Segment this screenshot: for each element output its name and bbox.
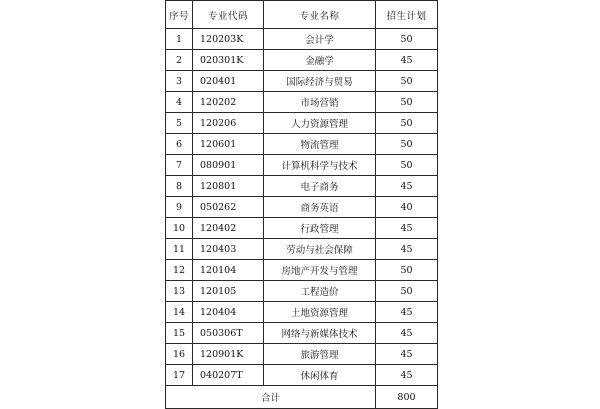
cell-plan: 45 bbox=[376, 302, 438, 323]
cell-seq: 10 bbox=[166, 218, 193, 239]
total-value: 800 bbox=[376, 386, 438, 409]
cell-seq: 7 bbox=[166, 155, 193, 176]
cell-code: 020301K bbox=[193, 50, 264, 71]
header-name: 专业名称 bbox=[264, 1, 376, 29]
cell-seq: 17 bbox=[166, 365, 193, 386]
cell-plan: 40 bbox=[376, 197, 438, 218]
cell-plan: 50 bbox=[376, 134, 438, 155]
cell-code: 120901K bbox=[193, 344, 264, 365]
cell-seq: 1 bbox=[166, 29, 193, 50]
cell-name: 网络与新媒体技术 bbox=[264, 323, 376, 344]
cell-name: 国际经济与贸易 bbox=[264, 71, 376, 92]
cell-plan: 45 bbox=[376, 218, 438, 239]
table-header bbox=[166, 1, 438, 29]
cell-seq: 5 bbox=[166, 113, 193, 134]
table-row bbox=[166, 113, 438, 134]
table-row bbox=[166, 218, 438, 239]
table-row bbox=[166, 176, 438, 197]
table-footer bbox=[166, 386, 438, 409]
table-row bbox=[166, 344, 438, 365]
cell-name: 金融学 bbox=[264, 50, 376, 71]
table-row bbox=[166, 197, 438, 218]
cell-seq: 6 bbox=[166, 134, 193, 155]
cell-name: 工程造价 bbox=[264, 281, 376, 302]
cell-plan: 50 bbox=[376, 260, 438, 281]
cell-plan: 50 bbox=[376, 71, 438, 92]
table-row bbox=[166, 29, 438, 50]
table-row bbox=[166, 50, 438, 71]
cell-seq: 14 bbox=[166, 302, 193, 323]
header-seq: 序号 bbox=[166, 1, 193, 29]
cell-code: 020401 bbox=[193, 71, 264, 92]
cell-seq: 15 bbox=[166, 323, 193, 344]
cell-plan: 45 bbox=[376, 323, 438, 344]
cell-name: 劳动与社会保障 bbox=[264, 239, 376, 260]
cell-code: 120402 bbox=[193, 218, 264, 239]
cell-code: 120206 bbox=[193, 113, 264, 134]
table-row bbox=[166, 260, 438, 281]
cell-code: 120104 bbox=[193, 260, 264, 281]
cell-name: 人力资源管理 bbox=[264, 113, 376, 134]
cell-plan: 50 bbox=[376, 155, 438, 176]
cell-code: 120404 bbox=[193, 302, 264, 323]
enrollment-plan-table-container bbox=[165, 0, 437, 409]
cell-seq: 11 bbox=[166, 239, 193, 260]
table-body bbox=[166, 29, 438, 386]
cell-plan: 50 bbox=[376, 29, 438, 50]
cell-code: 120403 bbox=[193, 239, 264, 260]
table-row bbox=[166, 365, 438, 386]
cell-plan: 45 bbox=[376, 239, 438, 260]
cell-seq: 8 bbox=[166, 176, 193, 197]
table-row bbox=[166, 71, 438, 92]
cell-name: 行政管理 bbox=[264, 218, 376, 239]
cell-seq: 13 bbox=[166, 281, 193, 302]
cell-code: 050262 bbox=[193, 197, 264, 218]
table-row bbox=[166, 134, 438, 155]
cell-plan: 45 bbox=[376, 176, 438, 197]
total-row bbox=[166, 386, 438, 409]
header-code: 专业代码 bbox=[193, 1, 264, 29]
table-row bbox=[166, 92, 438, 113]
table-row bbox=[166, 281, 438, 302]
cell-code: 120105 bbox=[193, 281, 264, 302]
cell-name: 会计学 bbox=[264, 29, 376, 50]
cell-name: 物流管理 bbox=[264, 134, 376, 155]
cell-name: 商务英语 bbox=[264, 197, 376, 218]
cell-plan: 45 bbox=[376, 344, 438, 365]
cell-code: 120801 bbox=[193, 176, 264, 197]
cell-code: 120202 bbox=[193, 92, 264, 113]
header-row bbox=[166, 1, 438, 29]
cell-seq: 9 bbox=[166, 197, 193, 218]
table-row bbox=[166, 239, 438, 260]
cell-name: 休闲体育 bbox=[264, 365, 376, 386]
cell-plan: 45 bbox=[376, 365, 438, 386]
cell-name: 市场营销 bbox=[264, 92, 376, 113]
cell-seq: 3 bbox=[166, 71, 193, 92]
header-plan: 招生计划 bbox=[376, 1, 438, 29]
cell-plan: 50 bbox=[376, 281, 438, 302]
enrollment-plan-table bbox=[165, 0, 438, 409]
table-row bbox=[166, 302, 438, 323]
cell-seq: 16 bbox=[166, 344, 193, 365]
total-label: 合计 bbox=[166, 386, 376, 409]
cell-plan: 50 bbox=[376, 92, 438, 113]
cell-code: 050306T bbox=[193, 323, 264, 344]
cell-code: 040207T bbox=[193, 365, 264, 386]
cell-plan: 50 bbox=[376, 113, 438, 134]
cell-name: 土地资源管理 bbox=[264, 302, 376, 323]
cell-code: 120203K bbox=[193, 29, 264, 50]
cell-seq: 2 bbox=[166, 50, 193, 71]
cell-code: 080901 bbox=[193, 155, 264, 176]
cell-seq: 4 bbox=[166, 92, 193, 113]
table-row bbox=[166, 323, 438, 344]
cell-seq: 12 bbox=[166, 260, 193, 281]
cell-plan: 45 bbox=[376, 50, 438, 71]
table-row bbox=[166, 155, 438, 176]
cell-code: 120601 bbox=[193, 134, 264, 155]
cell-name: 计算机科学与技术 bbox=[264, 155, 376, 176]
cell-name: 房地产开发与管理 bbox=[264, 260, 376, 281]
cell-name: 电子商务 bbox=[264, 176, 376, 197]
cell-name: 旅游管理 bbox=[264, 344, 376, 365]
